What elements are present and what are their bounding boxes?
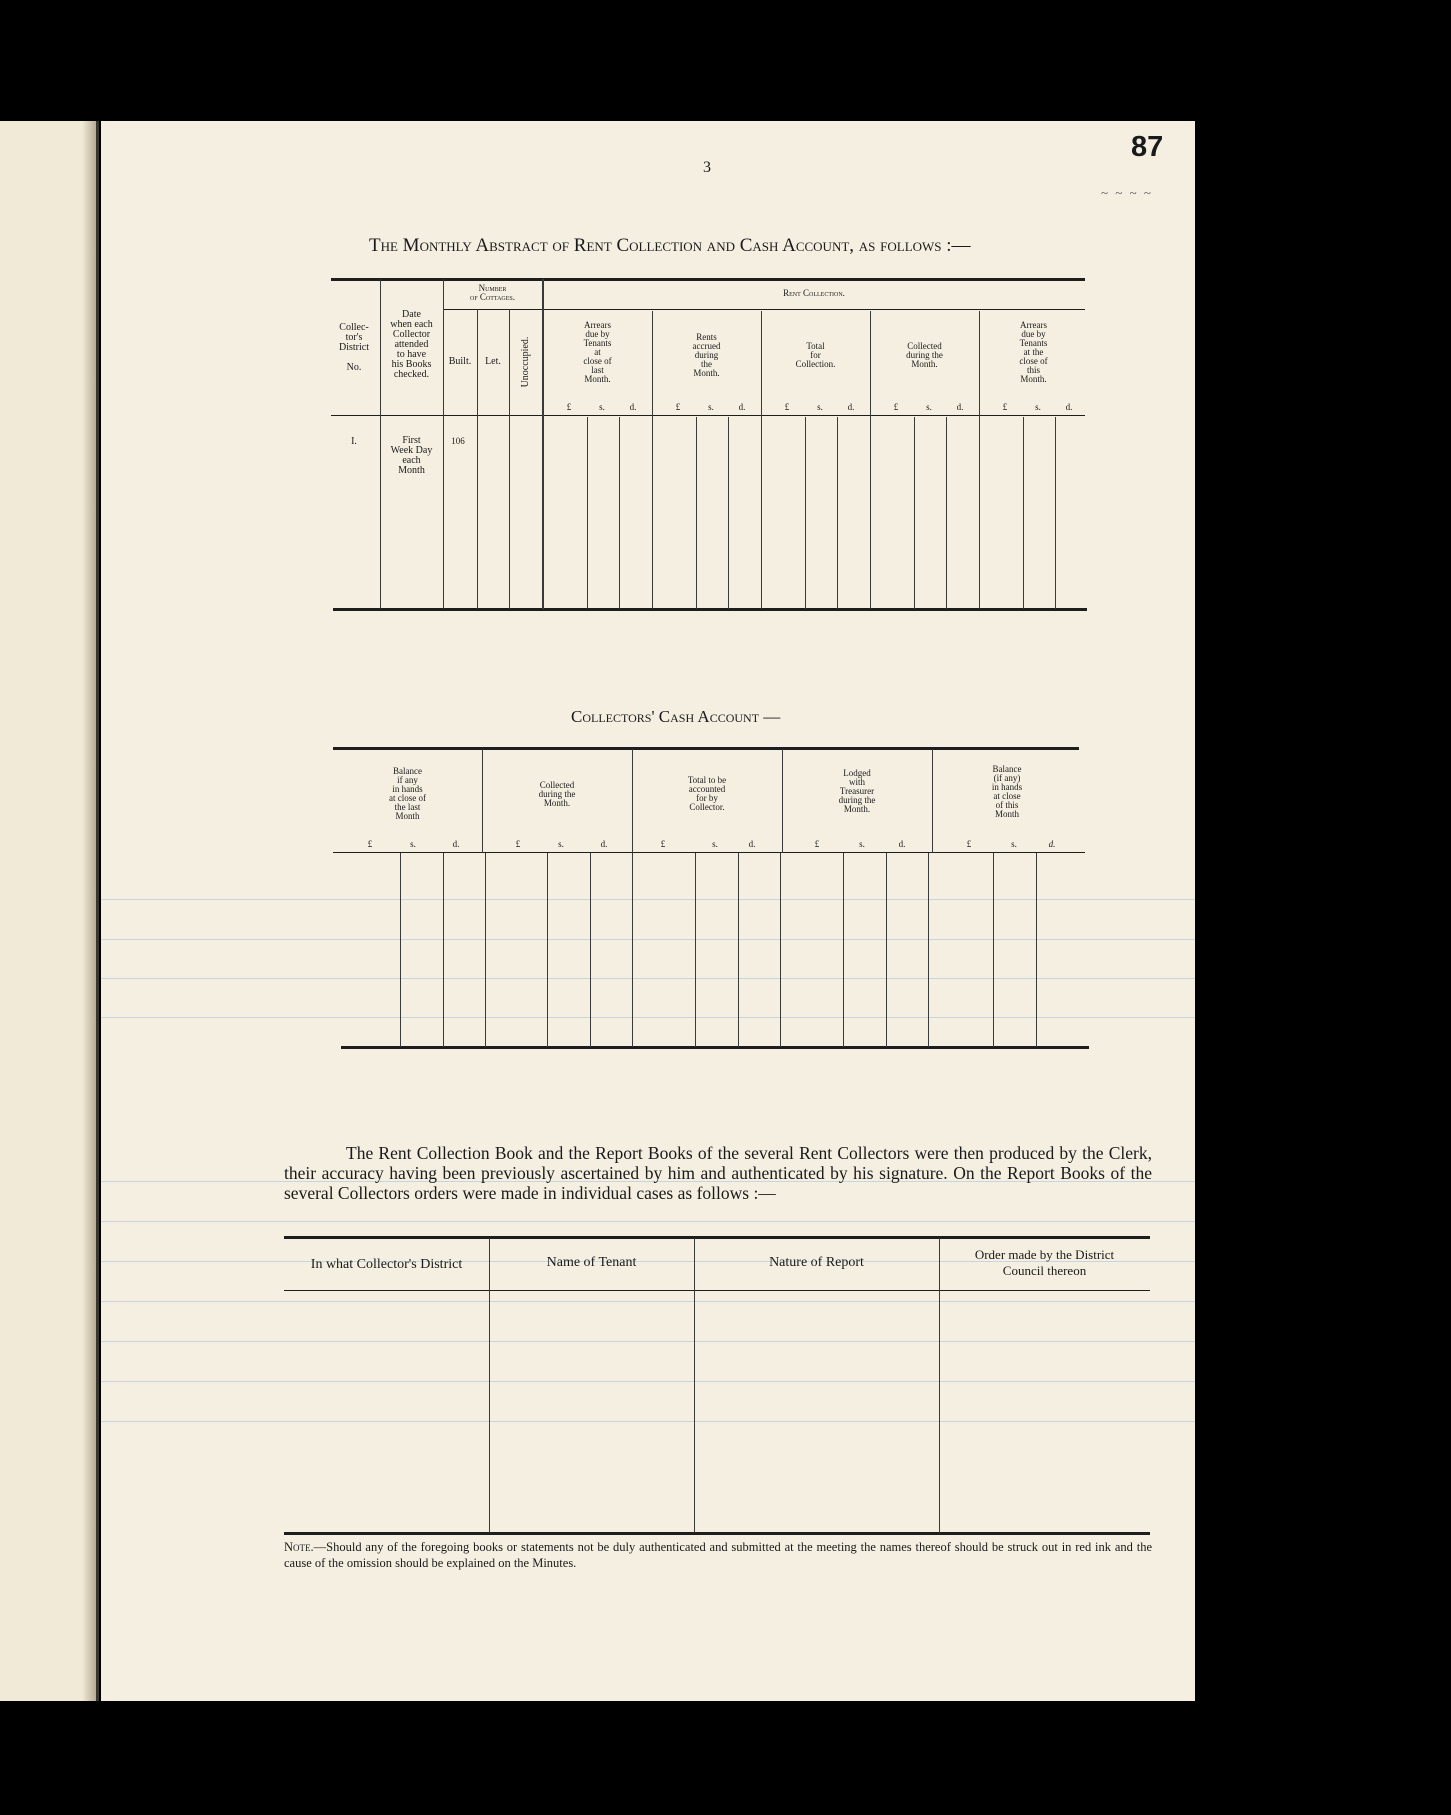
ruled-line xyxy=(101,1421,1195,1422)
binding-gutter xyxy=(82,121,96,1701)
col-built-header: Built. xyxy=(448,356,472,367)
col-total-header: Total for Collection. xyxy=(795,341,836,369)
pound-label: £ xyxy=(784,402,790,412)
pence-label: d. xyxy=(748,839,756,849)
rule xyxy=(547,853,548,1047)
rule xyxy=(728,417,729,609)
shilling-label: s. xyxy=(712,839,718,849)
decorative-marks: ~ ~ ~ ~ xyxy=(1101,185,1153,200)
pence-label: d. xyxy=(898,839,906,849)
ruled-line xyxy=(101,939,1195,940)
rule xyxy=(443,309,1085,310)
col-district-header: Collec- tor's District No. xyxy=(339,322,369,373)
note-label: Note. xyxy=(284,1540,314,1554)
rule xyxy=(284,1290,1150,1291)
pound-label: £ xyxy=(893,402,899,412)
pound-label: £ xyxy=(660,839,666,849)
shilling-label: s. xyxy=(1011,839,1017,849)
rent-group-header: Rent Collection. xyxy=(783,288,845,298)
rule xyxy=(632,853,633,1047)
shilling-label: s. xyxy=(558,839,564,849)
rule xyxy=(400,853,401,1047)
body-paragraph: The Rent Collection Book and the Report Books of the several Rent Collectors were then produced by the Clerk, their accuracy having been previously ascertained by him and authenticated by his signature. On the Report Books of the several Collectors orders were made in individual cases as follows :— xyxy=(284,1143,1152,1203)
rule xyxy=(333,608,1087,611)
rule xyxy=(1036,853,1037,1047)
facing-page xyxy=(0,121,99,1701)
cottages-group-header: Number of Cottages. xyxy=(469,283,516,302)
rule xyxy=(284,1532,1150,1535)
ruled-line xyxy=(101,1301,1195,1302)
report-col-tenant: Name of Tenant xyxy=(546,1255,637,1270)
rule xyxy=(443,853,444,1047)
pound-label: £ xyxy=(367,839,373,849)
rule xyxy=(946,417,947,609)
rule xyxy=(619,417,620,609)
rule xyxy=(1023,417,1024,609)
col-collected-header: Collected during the Month. xyxy=(906,341,943,369)
shilling-label: s. xyxy=(410,839,416,849)
rule xyxy=(738,853,739,1047)
document-page xyxy=(101,121,1195,1701)
pence-label: d. xyxy=(629,402,637,412)
rule xyxy=(590,853,591,1047)
col-arrears-last-header: Arrears due by Tenants at close of last Month. xyxy=(583,320,612,384)
rule xyxy=(837,417,838,609)
rule xyxy=(696,417,697,609)
rule xyxy=(331,278,1085,281)
rule xyxy=(886,853,887,1047)
shilling-label: s. xyxy=(599,402,605,412)
ruled-line xyxy=(101,978,1195,979)
cash-col-lodged: Lodged with Treasurer during the Month. xyxy=(838,768,876,814)
rule xyxy=(509,309,510,609)
shilling-label: s. xyxy=(1035,402,1041,412)
row-date: First Week Day each Month xyxy=(390,435,433,476)
cash-col-total: Total to be accounted for by Collector. xyxy=(687,775,727,812)
rule xyxy=(928,853,929,1047)
pence-label: d. xyxy=(600,839,608,849)
pence-label: d. xyxy=(847,402,855,412)
rule xyxy=(695,853,696,1047)
pound-label: £ xyxy=(675,402,681,412)
pence-label: d. xyxy=(1065,402,1073,412)
pound-label: £ xyxy=(1002,402,1008,412)
ruled-line xyxy=(101,1381,1195,1382)
rule xyxy=(341,1046,1089,1049)
pound-label: £ xyxy=(515,839,521,849)
cash-col-balance-this: Balance (if any) in hands at close of this Month xyxy=(991,764,1023,819)
rule xyxy=(1055,417,1056,609)
rule xyxy=(843,853,844,1047)
footnote xyxy=(284,1539,1152,1571)
rule xyxy=(333,852,1085,853)
rule xyxy=(333,747,1079,750)
ruled-line xyxy=(101,1221,1195,1222)
row-built: 106 xyxy=(451,436,465,446)
pound-label: £ xyxy=(966,839,972,849)
rule xyxy=(780,853,781,1047)
cash-col-balance-last: Balance if any in hands at close of the last Month xyxy=(389,766,426,821)
shilling-label: s. xyxy=(859,839,865,849)
col-date-header: Date when each Collector attended to have his Books checked. xyxy=(390,309,433,380)
rule xyxy=(805,417,806,609)
pence-label: d. xyxy=(956,402,964,412)
row-district: I. xyxy=(351,436,357,447)
ruled-line xyxy=(101,1341,1195,1342)
rule xyxy=(331,415,1085,416)
pence-label: d. xyxy=(738,402,746,412)
rule xyxy=(485,853,486,1047)
ruled-line xyxy=(101,899,1195,900)
col-let-header: Let. xyxy=(485,356,501,367)
shilling-label: s. xyxy=(708,402,714,412)
shilling-label: s. xyxy=(926,402,932,412)
shilling-label: s. xyxy=(817,402,823,412)
pence-label: d. xyxy=(452,839,460,849)
cash-col-collected: Collected during the Month. xyxy=(538,780,576,808)
rule xyxy=(587,417,588,609)
col-unoccupied-header: Unoccupied. xyxy=(520,336,531,388)
pound-label: £ xyxy=(566,402,572,412)
col-arrears-this-header: Arrears due by Tenants at the close of this Month. xyxy=(1019,320,1048,384)
rule xyxy=(477,309,478,609)
report-col-nature: Nature of Report xyxy=(769,1255,864,1270)
col-rents-accrued-header: Rents accrued during the Month. xyxy=(692,332,721,378)
folio-number: 87 xyxy=(1131,131,1164,163)
abstract-title: The Monthly Abstract of Rent Collection and Cash Account, as follows :— xyxy=(369,235,971,256)
rule xyxy=(914,417,915,609)
rule xyxy=(694,1238,695,1533)
rule xyxy=(993,853,994,1047)
report-col-order: Order made by the District Council thereon xyxy=(974,1247,1115,1278)
page-number: 3 xyxy=(703,159,711,176)
note-text: —Should any of the foregoing books or statements not be duly authenticated and submitted at the meeting the names thereof should be struck out in red ink and the cause of the omission should be explained on the Minutes. xyxy=(284,1540,1152,1570)
pound-label: £ xyxy=(814,839,820,849)
cash-title: Collectors' Cash Account — xyxy=(571,707,781,726)
rule xyxy=(284,1236,1150,1239)
ruled-line xyxy=(101,1017,1195,1018)
report-col-district: In what Collector's District xyxy=(310,1257,463,1272)
rule xyxy=(939,1238,940,1533)
pence-label: d. xyxy=(1048,839,1056,849)
rule xyxy=(489,1238,490,1533)
